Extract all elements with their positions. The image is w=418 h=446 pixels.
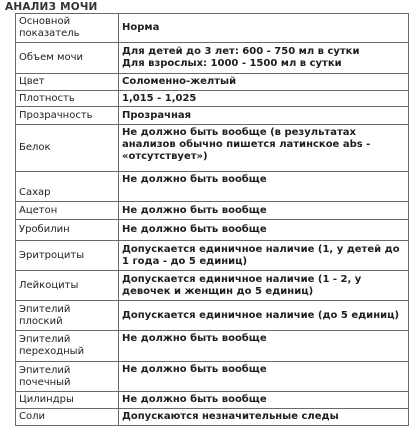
row-parameter: Соли [16, 409, 119, 426]
row-parameter: Ацетон [16, 202, 119, 220]
row-norm: Не должно быть вообще [119, 172, 409, 202]
row-parameter: Лейкоциты [16, 271, 119, 301]
row-norm-line: Для детей до 3 лет: 600 - 750 мл в сутки [122, 46, 360, 57]
table-row [16, 301, 409, 331]
table-row [16, 91, 409, 107]
row-parameter: Цилиндры [16, 392, 119, 409]
row-parameter: Уробилин [16, 220, 119, 241]
row-norm: Соломенно-желтый [119, 74, 409, 91]
table-header-row [16, 14, 409, 43]
row-norm: Не должно быть вообще [119, 202, 409, 220]
row-parameter: Белок [16, 125, 119, 172]
table-row [16, 74, 409, 91]
row-parameter: Эпителий плоский [16, 301, 119, 331]
header-norm: Норма [119, 14, 409, 43]
row-norm: Прозрачная [119, 107, 409, 125]
row-norm: Не должно быть вообще [119, 362, 409, 392]
table-row [16, 392, 409, 409]
row-parameter: Эритроциты [16, 241, 119, 271]
urinalysis-table [15, 13, 409, 426]
table-row [16, 202, 409, 220]
table-row [16, 43, 409, 74]
row-norm [119, 43, 409, 74]
row-parameter: Эпителий почечный [16, 362, 119, 392]
table-row [16, 107, 409, 125]
row-parameter: Сахар [16, 172, 119, 202]
row-norm: Допускается единичное наличие (1 - 2, у девочек и женщин до 5 единиц) [119, 271, 409, 301]
table-row [16, 220, 409, 241]
row-norm: Допускается единичное наличие (до 5 единиц) [119, 301, 409, 331]
row-parameter: Плотность [16, 91, 119, 107]
row-parameter: Цвет [16, 74, 119, 91]
row-norm: Не должно быть вообще (в результатах анализов обычно пишется латинское abs - «отсутствует») [119, 125, 409, 172]
row-parameter: Объем мочи [16, 43, 119, 74]
table-row [16, 331, 409, 362]
table-row [16, 125, 409, 172]
table-row [16, 172, 409, 202]
row-norm: Допускается единичное наличие (1, у детей до 1 года - до 5 единиц) [119, 241, 409, 271]
table-row [16, 271, 409, 301]
row-norm: Не должно быть вообще [119, 392, 409, 409]
table-row [16, 362, 409, 392]
table-row [16, 409, 409, 426]
row-norm: Не должно быть вообще [119, 220, 409, 241]
table-title: АНАЛИЗ МОЧИ [5, 1, 98, 13]
row-parameter: Эпителий переходный [16, 331, 119, 362]
table-row [16, 241, 409, 271]
header-parameter: Основной показатель [16, 14, 119, 43]
row-norm-line: Для взрослых: 1000 - 1500 мл в сутки [122, 58, 342, 69]
row-norm: 1,015 - 1,025 [119, 91, 409, 107]
row-norm: Не должно быть вообще [119, 331, 409, 362]
row-norm: Допускаются незначительные следы [119, 409, 409, 426]
row-parameter: Прозрачность [16, 107, 119, 125]
